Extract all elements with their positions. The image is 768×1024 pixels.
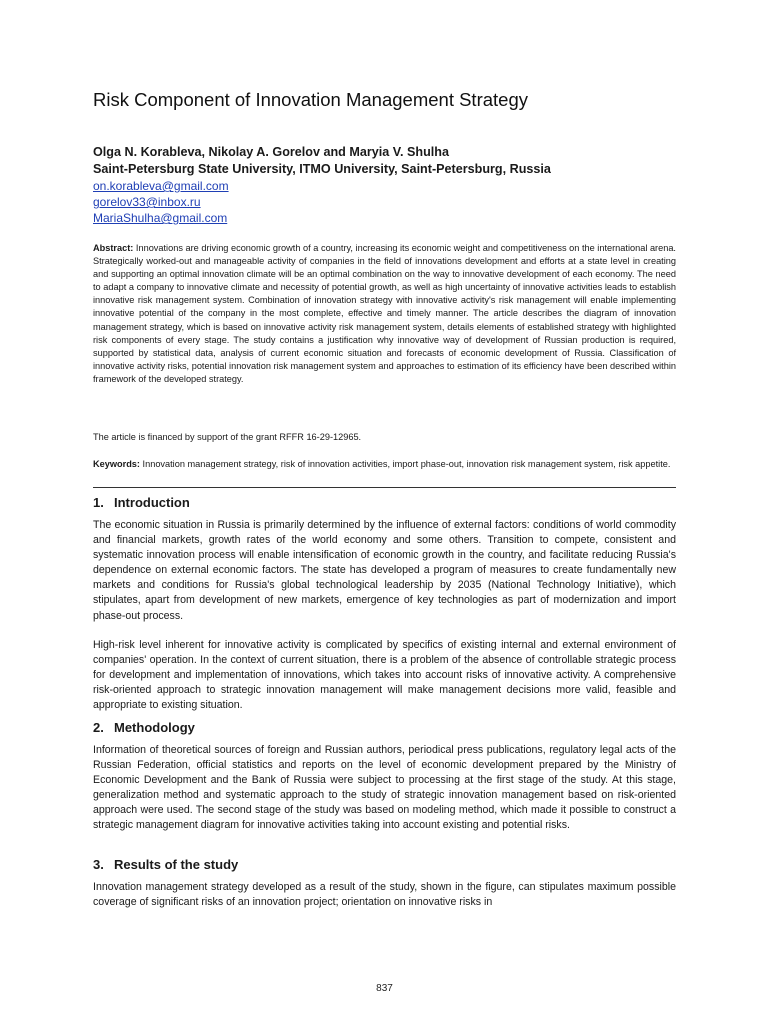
section-title: Results of the study: [114, 857, 239, 872]
funding-note: The article is financed by support of the grant RFFR 16-29-12965.: [93, 432, 362, 442]
keywords: [93, 458, 676, 471]
section-heading-methodology: [93, 720, 195, 736]
email-link-korableva[interactable]: on.korableva@gmail.com: [93, 179, 229, 193]
section-number: 3.: [93, 857, 104, 872]
abstract-label: Abstract:: [93, 243, 134, 253]
section-heading-results: [93, 857, 238, 873]
paper-title: Risk Component of Innovation Management Strategy: [93, 89, 528, 110]
section-title: Introduction: [114, 495, 190, 510]
section-number: 2.: [93, 720, 104, 735]
page-number: 837: [376, 983, 393, 994]
email-list: [93, 178, 229, 226]
section-divider: [93, 487, 676, 488]
section-heading-introduction: [93, 495, 190, 511]
keywords-label: Keywords:: [93, 459, 140, 469]
email-link-shulha[interactable]: MariaShulha@gmail.com: [93, 211, 228, 225]
email-link-gorelov[interactable]: gorelov33@inbox.ru: [93, 195, 201, 209]
affiliation: Saint-Petersburg State University, ITMO University, Saint-Petersburg, Russia: [93, 162, 551, 176]
methodology-paragraph: Information of theoretical sources of foreign and Russian authors, periodical press publications, regulatory legal acts of the Russian Federation, official statistics and reports on the level of economic development prepared by the Ministry of Economic Development and the Bank of Russia were subject to processing at the first stage of the study. At this stage, generalization method and systematic approach to the study of strategic innovation management based on risk-oriented approach were used. The second stage of the study was based on modeling method, which made it possible to construct a strategic management diagram for innovative activities taking into account existing and potential risks.: [93, 744, 676, 832]
intro-paragraph-2: High-risk level inherent for innovative activity is complicated by specifics of existing internal and external environment of companies' operation. In the context of current situation, there is a problem of the absence of controllable strategic process for development and implementation of innovations, which takes into account risks of innovative activity. A comprehensive risk-oriented approach to strategic innovation management will make management decisions more valid, feasible and appropriate to existing situation.: [93, 639, 676, 712]
intro-paragraph-1: The economic situation in Russia is primarily determined by the influence of external factors: conditions of world commodity and financial markets, growth rates of the world economy and some others. Transition to compete, consistent and systematic innovation process will enable intensification of economic growth in the country, and facilitate reducing Russia's dependence on external economic factors. The state has developed a program of measures to create fundamentally new markets and conditions for Russia's global technological leadership by 2035 (National Technology Initiative), which stipulates, apart from development of new markets, emergence of key technologies as part of modernization and import phase-out process.: [93, 519, 676, 622]
section-title: Methodology: [114, 720, 195, 735]
keywords-text: Innovation management strategy, risk of innovation activities, import phase-out, innovation risk management system, risk appetite.: [142, 459, 671, 469]
results-paragraph: Innovation management strategy developed as a result of the study, shown in the figure, can stipulates maximum possible coverage of significant risks of an innovation project; orientation on innovative risks in: [93, 881, 676, 909]
author-list: Olga N. Korableva, Nikolay A. Gorelov and Maryia V. Shulha: [93, 145, 450, 159]
abstract: [93, 242, 676, 386]
section-number: 1.: [93, 495, 104, 510]
abstract-text: Innovations are driving economic growth of a country, increasing its economic weight and competitiveness on the international arena. Strategically worked-out and manageable activity of companies in the field of innovations development and efforts at a state level in creating and supporting an optimal innovation climate will be an optimal combination on the way to innovative development of each economy. The need to adapt a company to innovative climate and necessity of potential growth, as well as high uncertainty of innovative activities leads to establish innovative risk management system. Combination of innovation strategy with innovative activity's risk management will enable implementing innovative potential of the company in the most complete, effective and timely manner. The article describes the diagram of innovation management strategy, which is based on innovative activity risk management system, details elements of established strategy with highlighted risk components of every stage. The study contains a justification why innovative way of development of Russian production is required, supported by statistical data, analysis of current economic situation and forecasts of economic development of Russia. Classification of innovative activity risks, potential innovation risk management system and approaches to estimation of its efficiency have been described within framework of the developed strategy.: [93, 243, 676, 384]
